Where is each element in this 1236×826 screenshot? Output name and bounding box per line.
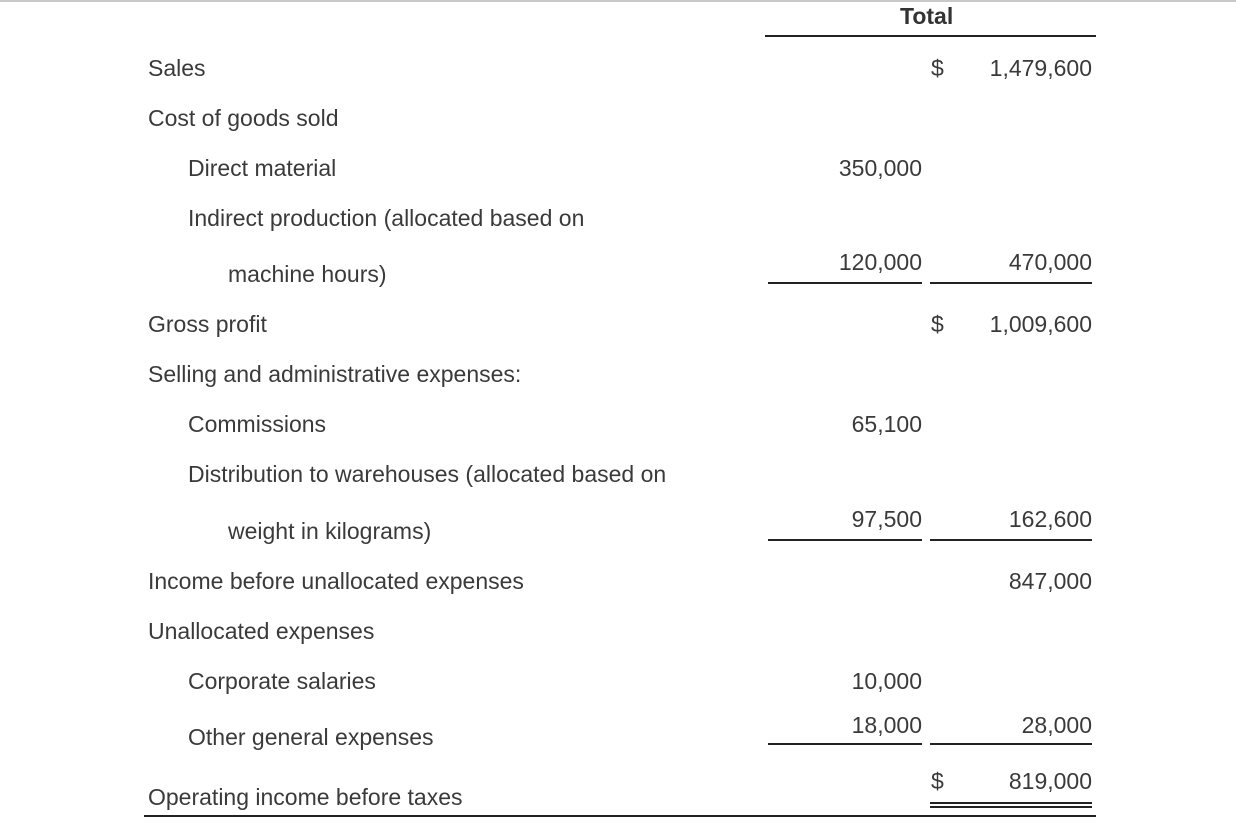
selling-admin-total-underline bbox=[930, 539, 1092, 541]
unallocated-total: 28,000 bbox=[1021, 712, 1092, 738]
unallocated-amount-underline bbox=[768, 743, 922, 745]
gross-profit-total: 1,009,600 bbox=[989, 311, 1092, 337]
unallocated-label: Unallocated expenses bbox=[148, 618, 375, 644]
header-underline bbox=[765, 35, 1096, 37]
table-bottom-border bbox=[144, 815, 1096, 817]
other-general-amount: 18,000 bbox=[851, 712, 922, 738]
top-border bbox=[0, 0, 1236, 2]
unallocated-total-underline bbox=[930, 743, 1092, 745]
commissions-label: Commissions bbox=[188, 411, 327, 437]
direct-material-label: Direct material bbox=[188, 155, 337, 181]
operating-income-label: Operating income before taxes bbox=[148, 784, 463, 810]
selling-admin-total: 162,600 bbox=[1008, 506, 1092, 532]
commissions-amount: 65,100 bbox=[851, 411, 922, 437]
selling-admin-label: Selling and administrative expenses: bbox=[148, 361, 522, 387]
sales-label: Sales bbox=[148, 55, 206, 81]
gross-profit-label: Gross profit bbox=[148, 311, 267, 337]
cogs-amount-underline bbox=[768, 282, 922, 284]
indirect-production-label-line2: machine hours) bbox=[228, 261, 387, 287]
corporate-salaries-amount: 10,000 bbox=[851, 668, 922, 694]
cogs-label: Cost of goods sold bbox=[148, 105, 339, 131]
total-column-header: Total bbox=[900, 3, 954, 29]
indirect-production-label-line1: Indirect production (allocated based on bbox=[188, 205, 585, 231]
income-before-unallocated-label: Income before unallocated expenses bbox=[148, 568, 524, 594]
cogs-total-underline bbox=[930, 282, 1092, 284]
corporate-salaries-label: Corporate salaries bbox=[188, 668, 376, 694]
operating-income-total: 819,000 bbox=[1008, 768, 1092, 794]
distribution-label-line2: weight in kilograms) bbox=[228, 518, 432, 544]
sales-total: 1,479,600 bbox=[989, 55, 1092, 81]
other-general-label: Other general expenses bbox=[188, 724, 434, 750]
cogs-total: 470,000 bbox=[1008, 249, 1092, 275]
gross-profit-currency: $ bbox=[931, 311, 944, 337]
income-before-unallocated-total: 847,000 bbox=[1008, 568, 1092, 594]
selling-admin-amount-underline bbox=[768, 539, 922, 541]
distribution-label-line1: Distribution to warehouses (allocated based on bbox=[188, 461, 667, 487]
direct-material-amount: 350,000 bbox=[838, 155, 922, 181]
operating-income-currency: $ bbox=[931, 768, 944, 794]
distribution-amount: 97,500 bbox=[851, 506, 922, 532]
indirect-production-amount: 120,000 bbox=[838, 249, 922, 275]
sales-currency: $ bbox=[931, 55, 944, 81]
operating-income-double-underline bbox=[930, 802, 1092, 808]
